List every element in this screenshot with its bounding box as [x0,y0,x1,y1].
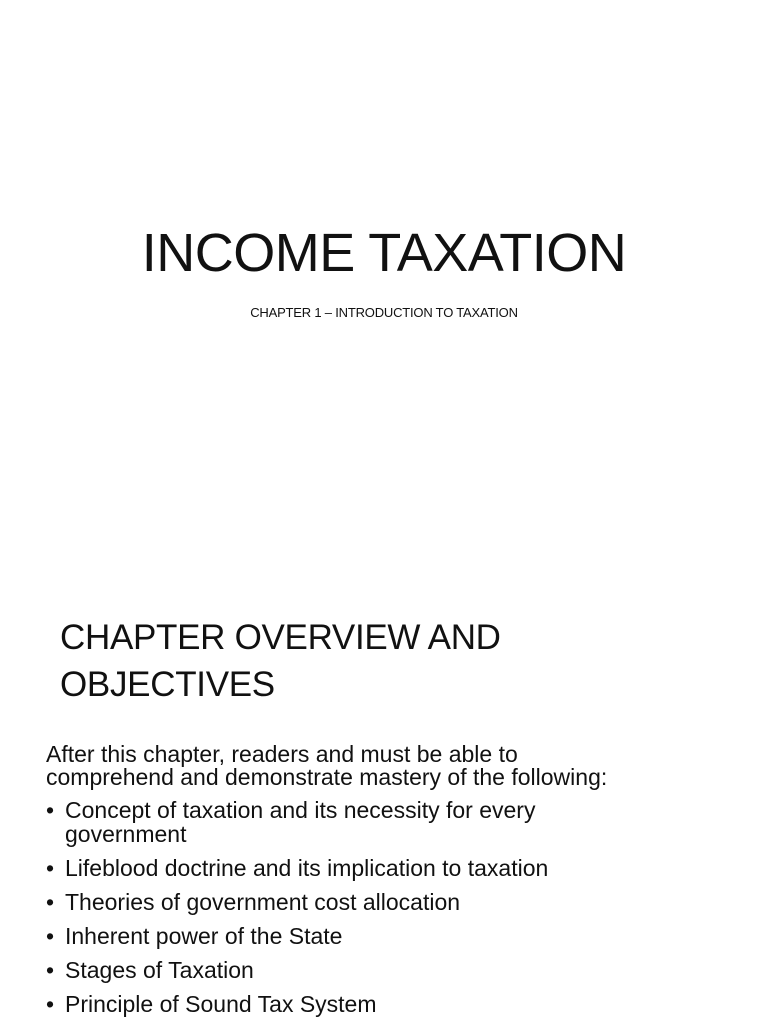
list-item [46,992,746,1016]
list-item-text: Principle of Sound Tax System [65,991,377,1017]
list-item-text: Lifeblood doctrine and its implication to taxation [65,855,549,881]
overview-heading [60,614,700,708]
document-title: INCOME TAXATION [141,223,627,283]
list-item [46,958,746,982]
bullet-icon: • [46,797,55,823]
list-item-text: Inherent power of the State [65,923,343,949]
bullet-icon: • [46,855,55,881]
list-item-text: Stages of Taxation [65,957,254,983]
intro-line-2: comprehend and demonstrate mastery of the following: [46,764,608,790]
list-item [46,798,746,846]
list-item-line-1: Concept of taxation and its necessity for every [65,797,536,823]
bullet-icon: • [46,991,55,1017]
list-item-line-2: government [65,821,187,847]
overview-heading-line-2: OBJECTIVES [60,665,275,704]
list-item [46,890,746,914]
intro-paragraph [46,743,746,789]
list-item [46,924,746,948]
intro-line-1: After this chapter, readers and must be able to [46,741,518,767]
overview-slide [0,576,768,1024]
list-item-text: Theories of government cost allocation [65,889,461,915]
bullet-icon: • [46,923,55,949]
document-subtitle: CHAPTER 1 – INTRODUCTION TO TAXATION [250,305,518,320]
list-item [46,856,746,880]
objectives-list [46,798,746,1026]
overview-heading-line-1: CHAPTER OVERVIEW AND [60,618,501,657]
bullet-icon: • [46,889,55,915]
bullet-icon: • [46,957,55,983]
